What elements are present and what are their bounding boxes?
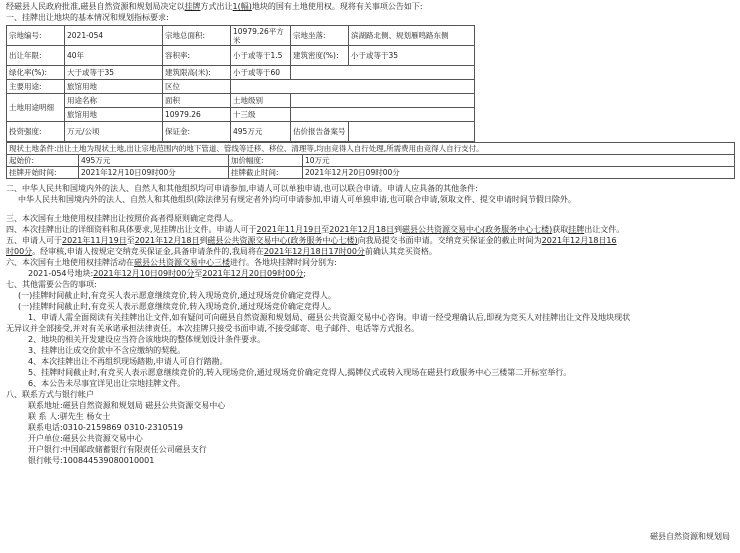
parcel-count: 1(幅) <box>232 2 252 11</box>
section-7-item-cont: 无异议并全部接受,并对有关承诺承担法律责任。本次挂牌只接受书面申请,不接受邮寄、电子邮件、电话等方式报名。 <box>6 324 420 333</box>
table-row: 主要用途: 旅馆用地 区位 <box>7 80 475 94</box>
section-5: 五、申请人可于2021年11月19日至2021年12月18日到磁县公共资源交易中心(政务服务中心七楼)向我局提交书面申请。交纳竞买保证金的截止时间为2021年12月18日16 <box>6 236 617 245</box>
section-7-item: 5、挂牌时间截止时,有竞买人表示愿意继续竞价的,转入现场竞价,通过现场竞价确定竞得人,揭牌仪式或转入现场在磁县行政服务中心三楼第二开标室举行。 <box>28 368 572 377</box>
section-4: 四、本次挂牌出让的详细资料和具体要求,见挂牌出让文件。申请人可于2021年11月19日至2021年12月18日到磁县公共资源交易中心(政务服务中心七楼)获取挂牌出让文件。 <box>6 225 625 234</box>
table-row: 起始价: 495万元 加价幅度: 10万元 <box>7 155 735 167</box>
section-8: 八、联系方式与银行帐户 <box>6 390 94 399</box>
table-row: 现状土地条件:出让土地为现状土地,出让宗地范围内的地下管道、管线等迁移、移位、清理等,均由竞得人自行处理,所需费用由竞得人自行支付。 <box>7 143 735 155</box>
section-7-item: 2、地块的相关开发建设应当符合该地块的整体规划设计条件要求。 <box>28 335 266 344</box>
section-7-item: (一)挂牌时间截止时,有竞买人表示愿意继续竞价,转入现场竞价,通过现场竞价确定竞得人。 <box>18 291 336 300</box>
table-row: 土地用途明细 用途名称 面积 土地级别 <box>7 94 475 108</box>
section-2-detail: 中华人民共和国境内外的法人、自然人和其他组织(除法律另有规定者外)均可申请参加,申请人可单独申请,也可联合申请,领取文件、提交申请时间节假日除外。 <box>18 195 576 204</box>
section-7: 七、其他需要公告的事项: <box>6 280 97 289</box>
intro-line: 经磁县人民政府批准,磁县自然资源和规划局决定以挂牌方式出让1(幅)地块的国有土地使用权。现将有关事项公告如下: <box>6 2 423 11</box>
parcel-conditions-table <box>6 142 735 179</box>
account-holder: 开户单位:磁县公共资源交易中心 <box>28 434 143 443</box>
section-6-schedule: 2021-054号地块:2021年12月10日09时00分至2021年12月20日09时00分; <box>28 269 307 278</box>
contact-person: 联 系 人:骈先生 杨女士 <box>28 412 111 421</box>
section-6: 六、本次国有土地使用权挂牌活动在磁县公共资源交易中心三楼进行。各地块挂牌时间分别为: <box>6 258 337 267</box>
table-row: 宗地编号: 2021-054 宗地总面积: 10979.26平方米 宗地坐落: 滨湖路北侧、规划雁鸣路东侧 <box>7 26 475 46</box>
table-row: 绿化率(%): 大于或等于35 建筑限高(米): 小于或等于60 <box>7 66 475 80</box>
issuer-signature: 磁县自然资源和规划局 <box>650 532 730 541</box>
bank-account: 银行帐号:100844539080010001 <box>28 456 155 465</box>
contact-address: 联系地址:磁县自然资源和规划局 磁县公共资源交易中心 <box>28 401 226 410</box>
section-2: 二、中华人民共和国境内外的法人、自然人和其他组织均可申请参加,申请人可以单独申请,也可以联合申请。申请人应具备的其他条件: <box>6 184 478 193</box>
transfer-method: 挂牌 <box>184 2 201 11</box>
announcement <box>6 1 734 466</box>
section-7-item: (一)挂牌时间截止时,有竞买人表示愿意继续竞价,转入现场竞价,通过现场竞价确定竞得人。 <box>18 302 336 311</box>
table-row: 旅馆用地 10979.26 十三级 <box>7 108 475 122</box>
table-row: 出让年限: 40年 容积率: 小于或等于1.5 建筑密度(%): 小于或等于35 <box>7 46 475 66</box>
section-7-item: 4、本次挂牌出让不再组织现场踏勘,申请人可自行踏勘。 <box>28 357 228 366</box>
section-1-title: 一、挂牌出让地块的基本情况和规划指标要求: <box>6 13 169 22</box>
bank-name: 开户银行:中国邮政储蓄银行有限责任公司磁县支行 <box>28 445 207 454</box>
section-3: 三、本次国有土地使用权挂牌出让按照价高者得原则确定竞得人。 <box>6 214 238 223</box>
section-7-item: 3、挂牌出让成交价款中不含应缴纳的契税。 <box>28 346 186 355</box>
section-5-cont: 时00分。经审核,申请人按规定交纳竞买保证金,具备申请条件的,我局将在2021年12月18日17时00分前确认其竞买资格。 <box>6 247 437 256</box>
section-7-item: 1、申请人需全面阅读有关挂牌出让文件,如有疑问可向磁县自然资源和规划局、磁县公共资源交易中心咨询。申请一经受理确认后,即视为竞买人对挂牌出让文件及地块现状 <box>28 313 631 322</box>
table-row: 挂牌开始时间: 2021年12月10日09时00分 挂牌截止时间: 2021年12月20日09时00分 <box>7 167 735 179</box>
contact-phone: 联系电话:0310-2159869 0310-2310519 <box>28 423 183 432</box>
parcel-info-table <box>6 25 475 142</box>
table-row: 投资强度: 万元/公顷 保证金: 495万元 估价报告备案号 <box>7 122 475 142</box>
section-7-item: 6、本公告未尽事宜详见出让宗地挂牌文件。 <box>28 379 186 388</box>
